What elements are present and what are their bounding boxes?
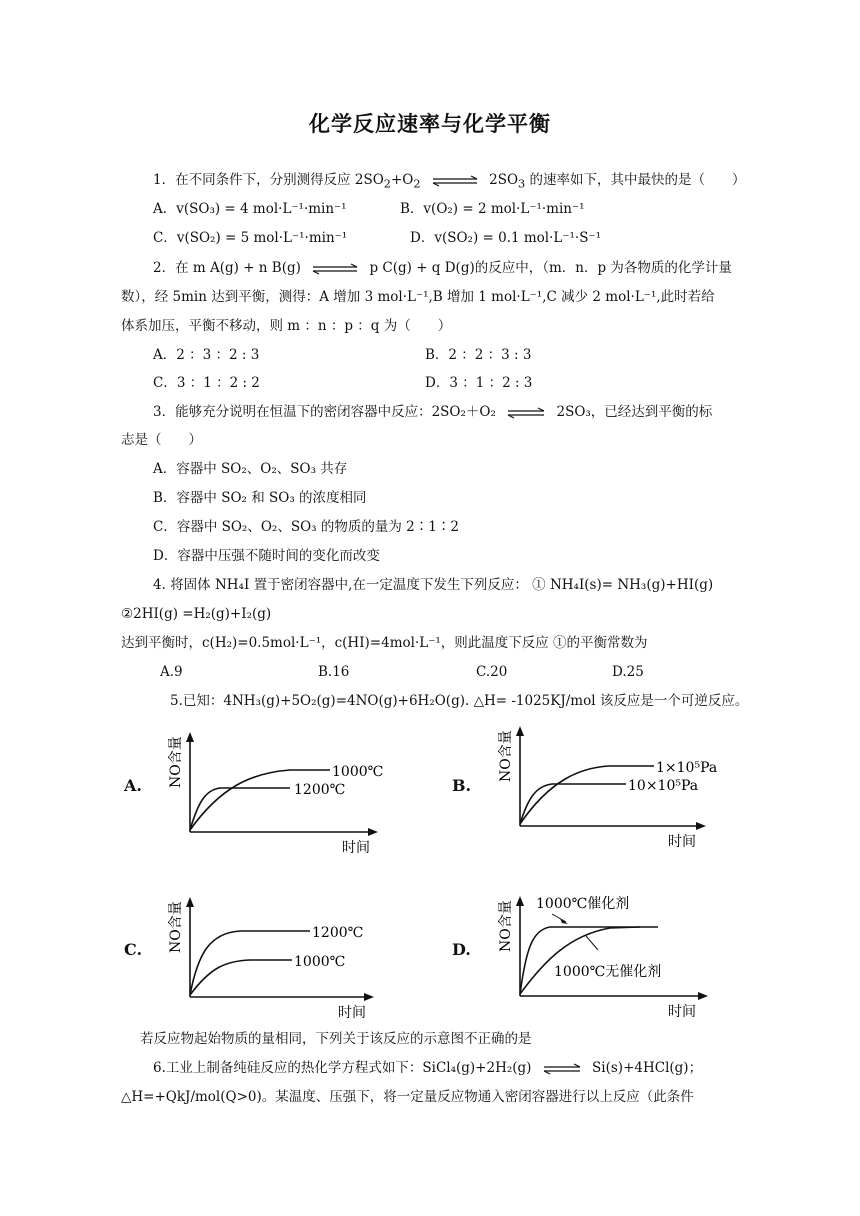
graph-c-letter: C. <box>124 940 143 959</box>
graph-c-xlabel: 时间 <box>338 1005 366 1021</box>
q4-line2: ②2HI(g) =H₂(g)+I₂(g) <box>121 606 272 622</box>
equilibrium-arrow-icon <box>506 407 546 419</box>
graph-d-letter: D. <box>452 940 471 959</box>
q2-option-a: A．2 ：3 ：2 : 3 <box>153 347 260 363</box>
graph-c <box>160 893 410 1023</box>
q3-option-a: A．容器中 SO₂、O₂、SO₃ 共存 <box>153 461 348 477</box>
graph-b-curve-bottom-label: 10×10⁵Pa <box>628 778 699 794</box>
graph-a <box>160 728 410 858</box>
q6-line1: 6.工业上制备纯硅反应的热化学方程式如下：SiCl₄(g)+2H₂(g) Si(s)+4HCl(g)； <box>153 1060 703 1076</box>
page-title: 化学反应速率与化学平衡 <box>309 112 551 136</box>
graph-c-ylabel: NO含量 <box>168 901 184 953</box>
q3-option-b: B．容器中 SO₂ 和 SO₃ 的浓度相同 <box>153 490 367 506</box>
q4-option-c: C.20 <box>476 664 508 680</box>
graph-a-curve-top-label: 1000℃ <box>332 764 384 780</box>
q4-line3: 达到平衡时，c(H₂)=0.5mol·L⁻¹，c(HI)=4mol·L⁻¹，则此温度下反应 ①的平衡常数为 <box>121 635 648 651</box>
graph-b-ylabel: NO含量 <box>498 730 514 782</box>
graph-d-xlabel: 时间 <box>668 1004 696 1020</box>
q2-line1: 2．在 m A(g) + n B(g) p C(g) + q D(g)的反应中，（m．n．p 为各物质的化学计量 <box>153 260 732 276</box>
q4-option-d: D.25 <box>612 664 644 680</box>
graph-d-curve-top-label: 1000℃催化剂 <box>536 896 630 912</box>
graph-b-curve-top-label: 1×10⁵Pa <box>656 760 718 776</box>
q4-option-a: A.9 <box>160 664 183 680</box>
graph-a-curve-bottom-label: 1200℃ <box>294 782 346 798</box>
q3-line2: 志是（ ） <box>121 432 202 448</box>
q3-option-d: D．容器中压强不随时间的变化而改变 <box>153 548 380 564</box>
graph-a-xlabel: 时间 <box>342 840 370 856</box>
q4-line1: 4. 将固体 NH₄I 置于密闭容器中,在一定温度下发生下列反应： ① NH₄I(s)= NH₃(g)+HI(g) <box>153 577 714 593</box>
q1-option-a: A．v(SO₃) = 4 mol·L⁻¹·min⁻¹ <box>153 201 347 217</box>
q3-option-c: C．容器中 SO₂、O₂、SO₃ 的物质的量为 2∶1∶2 <box>153 519 459 535</box>
q2-line2: 数），经 5min 达到平衡，测得：A 增加 3 mol·L⁻¹,B 增加 1 mol·L⁻¹,C 减少 2 mol·L⁻¹,此时若给 <box>121 289 715 305</box>
q1-option-c: C．v(SO₂) = 5 mol·L⁻¹·min⁻¹ <box>153 230 348 246</box>
graph-d-ylabel: NO含量 <box>498 900 514 952</box>
graph-b <box>490 720 740 850</box>
graph-c-curve-top-label: 1200℃ <box>312 925 364 941</box>
graph-a-letter: A. <box>124 776 142 795</box>
q2-option-c: C．3 ：1 ：2 : 2 <box>153 375 260 391</box>
graph-b-xlabel: 时间 <box>668 834 696 850</box>
q3-line1: 3．能够充分说明在恒温下的密闭容器中反应：2SO₂＋O₂ 2SO₃，已经达到平衡的标 <box>153 404 713 420</box>
equilibrium-arrow-icon <box>431 175 479 187</box>
graph-d-curve-bottom-label: 1000℃无催化剂 <box>554 964 662 980</box>
q2-line3: 体系加压，平衡不移动，则 m ：n ：p ：q 为（ ） <box>121 318 452 334</box>
equilibrium-arrow-icon <box>311 263 359 275</box>
graph-d <box>490 890 740 1020</box>
graph-b-letter: B. <box>452 776 472 795</box>
q1-option-b: B．v(O₂) = 2 mol·L⁻¹·min⁻¹ <box>400 201 585 217</box>
q1-stem: 1．在不同条件下，分别测得反应 $2SO_2+O_2$ $2SO_3$ 的速率如下，其中最快的是（ ） <box>153 172 746 191</box>
equilibrium-arrow-icon <box>542 1063 582 1075</box>
graph-c-curve-bottom-label: 1000℃ <box>294 954 346 970</box>
q5-after: 若反应物起始物质的量相同，下列关于该反应的示意图不正确的是 <box>140 1031 532 1047</box>
q5-line1: 5.已知：4NH₃(g)+5O₂(g)=4NO(g)+6H₂O(g). △H= -1025KJ/mol 该反应是一个可逆反应。 <box>170 693 749 709</box>
q4-option-b: B.16 <box>318 664 350 680</box>
q1-option-d: D．v(SO₂) = 0.1 mol·L⁻¹·S⁻¹ <box>410 230 601 246</box>
q2-option-b: B．2 ：2 ：3 : 3 <box>425 347 532 363</box>
q2-option-d: D．3 ：1 ：2 : 3 <box>425 375 533 391</box>
q6-line2: △H=+QkJ/mol(Q>0)。某温度、压强下，将一定量反应物通入密闭容器进行以上反应（此条件 <box>121 1089 694 1105</box>
graph-a-ylabel: NO含量 <box>168 736 184 788</box>
